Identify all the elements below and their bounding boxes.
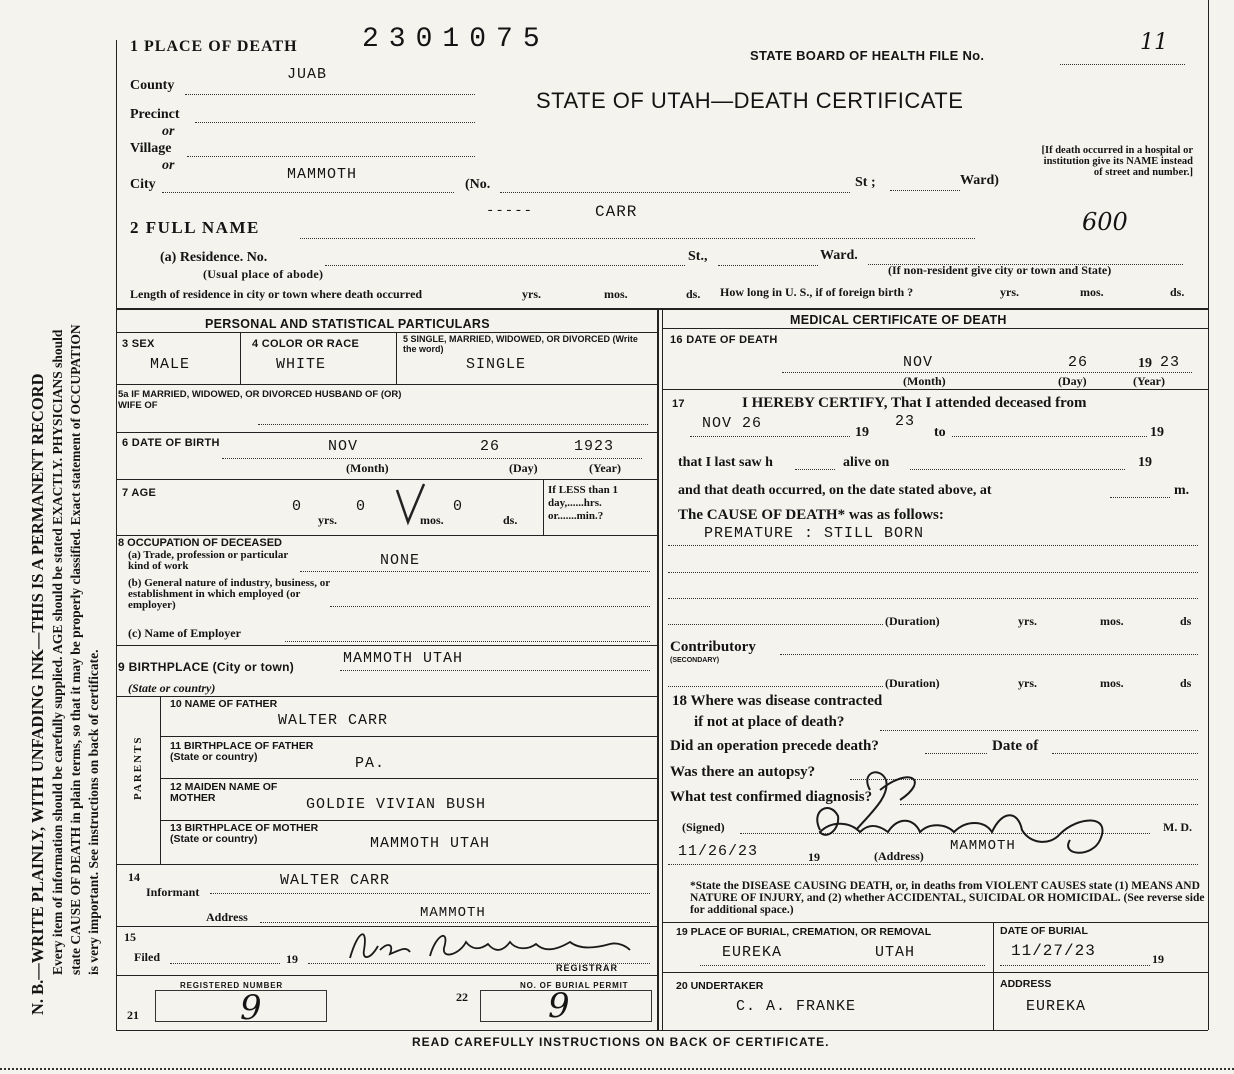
age-days: 0 — [453, 498, 464, 515]
birthplace-value: MAMMOTH UTAH — [343, 650, 464, 667]
signed-19: 19 — [808, 850, 820, 864]
father-birthplace-label: 11 BIRTHPLACE OF FATHER (State or country) — [170, 740, 314, 763]
occurred-label: and that death occurred, on the date stated above, at — [678, 483, 992, 498]
st-label: St ; — [855, 175, 876, 190]
birthplace-label: 9 BIRTHPLACE (City or town) — [118, 660, 295, 674]
ward-label: Ward) — [960, 173, 999, 188]
occupation-label: 8 OCCUPATION OF DECEASED — [118, 537, 282, 549]
duration-yrs-1: yrs. — [1018, 614, 1037, 628]
duration-label-1: (Duration) — [885, 614, 940, 628]
filed-19: 19 — [286, 952, 298, 966]
age-label: 7 AGE — [122, 487, 157, 499]
dod-19: 19 — [1138, 356, 1152, 371]
us-ds: ds. — [1170, 285, 1185, 299]
how-long-label: How long in U. S., if of foreign birth ? — [720, 285, 914, 299]
signed-label: (Signed) — [682, 820, 725, 834]
frame-right — [1208, 0, 1209, 1030]
duration-ds-1: ds — [1180, 614, 1192, 628]
dob-label: 6 DATE OF BIRTH — [122, 437, 220, 449]
checkmark-icon — [394, 480, 428, 526]
spouse-label: 5a IF MARRIED, WIDOWED, OR DIVORCED HUSBAND OF (OR) WIFE OF — [118, 389, 402, 411]
registrar-label: REGISTRAR — [556, 963, 619, 973]
dob-day-caption: (Day) — [509, 461, 538, 475]
ward-label-2: Ward. — [820, 248, 858, 263]
attended-from-19: 19 — [855, 425, 869, 440]
side-instructions-1: Every item of information should be carefully supplied. AGE should be stated EXACTLY. PHYSICIANS should — [50, 329, 65, 975]
res-yrs: yrs. — [522, 287, 541, 301]
operation-label: Did an operation precede death? — [670, 738, 879, 754]
age-months: 0 — [356, 498, 367, 515]
color-value: WHITE — [276, 356, 327, 373]
residence-label: (a) Residence. No. — [160, 250, 268, 265]
city-label: City — [130, 177, 156, 192]
undertaker-address-value: EUREKA — [1026, 998, 1087, 1015]
burial-place-value: EUREKA — [722, 944, 783, 961]
dod-year: 23 — [1160, 354, 1181, 371]
occupation-a-label: (a) Trade, profession or particular kind of work — [128, 549, 289, 572]
date-of-label: Date of — [992, 738, 1039, 754]
sex-value: MALE — [150, 356, 191, 373]
precinct-label: Precinct — [130, 107, 180, 122]
dob-month-caption: (Month) — [346, 461, 389, 475]
certificate-number: 2301075 — [362, 24, 550, 55]
dob-year-caption: (Year) — [589, 461, 621, 475]
sex-label: 3 SEX — [122, 338, 155, 350]
full-name-value: CARR — [595, 203, 638, 221]
informant-label: Informant — [146, 885, 200, 899]
age-yrs-caption: yrs. — [318, 513, 337, 527]
cause-value: PREMATURE : STILL BORN — [704, 525, 925, 542]
place-of-death-label: 1 PLACE OF DEATH — [130, 38, 298, 55]
employer-label: (c) Name of Employer — [128, 626, 241, 640]
us-mos: mos. — [1080, 285, 1104, 299]
res-mos: mos. — [604, 287, 628, 301]
hospital-note: [If death occurred in a hospital or institution give its NAME instead of street and number.] — [1041, 145, 1193, 178]
father-value: WALTER CARR — [278, 712, 389, 729]
test-label: What test confirmed diagnosis? — [670, 789, 873, 805]
filed-label: Filed — [134, 950, 160, 964]
dob-month: NOV — [328, 438, 359, 455]
city-value: MAMMOTH — [287, 166, 358, 183]
burial-place-label: 19 PLACE OF BURIAL, CREMATION, OR REMOVAL — [676, 926, 932, 938]
mother-birthplace-label: 13 BIRTHPLACE OF MOTHER (State or country) — [170, 822, 319, 845]
full-name-blank: ----- — [486, 203, 534, 219]
burial-date-label: DATE OF BURIAL — [1000, 925, 1088, 937]
informant-number: 14 — [128, 870, 140, 884]
attended-from-year: 23 — [895, 413, 916, 430]
county-label: County — [130, 78, 175, 93]
duration-mos-1: mos. — [1100, 614, 1124, 628]
age-ds-caption: ds. — [503, 513, 518, 527]
file-number: 11 — [1140, 30, 1168, 55]
residence-sub: (Usual place of abode) — [203, 267, 324, 281]
marital-label: 5 SINGLE, MARRIED, WIDOWED, OR DIVORCED (Write the word) — [403, 334, 638, 354]
dod-day-caption: (Day) — [1058, 374, 1087, 388]
color-label: 4 COLOR OR RACE — [252, 338, 360, 350]
informant-value: WALTER CARR — [280, 872, 391, 889]
certificate-title: STATE OF UTAH—DEATH CERTIFICATE — [536, 88, 964, 113]
address-value-md: MAMMOTH — [950, 838, 1016, 854]
or-2: or — [162, 158, 175, 173]
contributory-label: Contributory — [670, 639, 756, 655]
md-label: M. D. — [1163, 820, 1192, 834]
burial-19: 19 — [1152, 952, 1164, 966]
res-ds: ds. — [686, 287, 701, 301]
mother-birthplace-value: MAMMOTH UTAH — [370, 835, 491, 852]
us-yrs: yrs. — [1000, 285, 1019, 299]
alive-on-19: 19 — [1138, 455, 1152, 470]
dod-label: 16 DATE OF DEATH — [670, 334, 778, 346]
cause-footnote: *State the DISEASE CAUSING DEATH, or, in deaths from VIOLENT CAUSES state (1) MEANS AND NATURE OF INJURY, and (2) whether ACCIDENTAL, SUICIDAL OR HOMICIDAL. (See reverse side for additional space.) — [690, 880, 1205, 916]
full-name-label: 2 FULL NAME — [130, 218, 260, 237]
undertaker-address-label: ADDRESS — [1000, 978, 1052, 990]
autopsy-label: Was there an autopsy? — [670, 764, 816, 780]
to-label: to — [934, 425, 946, 440]
signed-date: 11/26/23 — [678, 843, 759, 860]
to-19: 19 — [1150, 425, 1164, 440]
informant-address-label: Address — [206, 910, 248, 924]
duration-label-2: (Duration) — [885, 676, 940, 690]
q18b-label: if not at place of death? — [694, 714, 845, 730]
dod-month: NOV — [903, 354, 934, 371]
marital-value: SINGLE — [466, 356, 527, 373]
nonresident-note: (If non-resident give city or town and State) — [888, 263, 1112, 277]
footer-instructions: READ CAREFULLY INSTRUCTIONS ON BACK OF CERTIFICATE. — [412, 1035, 830, 1049]
side-instructions-3: is very important. See instructions on back of certificate. — [86, 649, 101, 975]
frame-bottom — [116, 1030, 1208, 1031]
length-residence-label: Length of residence in city or town where death occurred — [130, 287, 423, 301]
age-mos-caption: mos. — [420, 513, 444, 527]
personal-section-title: PERSONAL AND STATISTICAL PARTICULARS — [205, 317, 490, 331]
side-warning: N. B.—WRITE PLAINLY, WITH UNFADING INK—THIS IS A PERMANENT RECORD — [28, 373, 47, 1015]
q18-label: 18 Where was disease contracted — [672, 693, 883, 709]
burial-date-value: 11/27/23 — [1011, 942, 1096, 960]
father-label: 10 NAME OF FATHER — [170, 698, 278, 710]
registered-number-value: 9 — [240, 988, 262, 1028]
address-label-md: (Address) — [874, 849, 924, 863]
board-label: STATE BOARD OF HEALTH FILE No. — [750, 48, 985, 63]
informant-address-value: MAMMOTH — [420, 905, 486, 921]
side-instructions-2: state CAUSE OF DEATH in plain terms, so that it may be properly classified. Exact statement of OCCUPATION — [68, 324, 83, 975]
undertaker-label: 20 UNDERTAKER — [676, 980, 764, 992]
county-value: JUAB — [287, 66, 328, 83]
birthplace-state-label: (State or country) — [128, 681, 216, 695]
dob-year: 1923 — [574, 438, 615, 455]
n21: 21 — [127, 1008, 139, 1022]
alive-on-label: alive on — [843, 455, 890, 470]
m-label: m. — [1174, 483, 1190, 498]
certify-label: I HEREBY CERTIFY, That I attended deceased from — [742, 395, 1087, 411]
or-1: or — [162, 124, 175, 139]
filed-number: 15 — [124, 930, 136, 944]
duration-ds-2: ds — [1180, 676, 1192, 690]
registered-number-label: REGISTERED NUMBER — [180, 981, 283, 990]
cause-label: The CAUSE OF DEATH* was as follows: — [678, 507, 944, 523]
parents-label: PARENTS — [132, 735, 144, 800]
mother-value: GOLDIE VIVIAN BUSH — [306, 796, 487, 813]
cert-17: 17 — [672, 398, 685, 410]
medical-section-title: MEDICAL CERTIFICATE OF DEATH — [790, 313, 1007, 327]
burial-permit-label: NO. OF BURIAL PERMIT — [520, 981, 629, 990]
mother-label: 12 MAIDEN NAME OF MOTHER — [170, 781, 278, 804]
undertaker-value: C. A. FRANKE — [736, 998, 857, 1015]
st-label-2: St., — [688, 249, 708, 264]
secondary-label: (SECONDARY) — [670, 657, 720, 664]
burial-permit-value: 9 — [548, 986, 570, 1026]
age-years: 0 — [292, 498, 303, 515]
n22: 22 — [456, 990, 468, 1004]
dod-day: 26 — [1068, 354, 1089, 371]
margin-number: 600 — [1082, 208, 1128, 236]
burial-state-value: UTAH — [875, 944, 916, 961]
last-saw-label: that I last saw h — [678, 455, 773, 470]
dod-month-caption: (Month) — [903, 374, 946, 388]
father-birthplace-value: PA. — [355, 755, 386, 772]
duration-mos-2: mos. — [1100, 676, 1124, 690]
dod-year-caption: (Year) — [1133, 374, 1165, 388]
duration-yrs-2: yrs. — [1018, 676, 1037, 690]
attended-from-date: NOV 26 — [702, 415, 763, 432]
village-label: Village — [130, 141, 172, 156]
less-than-label: If LESS than 1 day,......hrs. or.......min.? — [548, 484, 619, 522]
occupation-value: NONE — [380, 552, 421, 569]
occupation-b-label: (b) General nature of industry, business, or establishment in which employed (or employer) — [128, 577, 330, 611]
no-label: (No. — [465, 177, 491, 192]
dob-day: 26 — [480, 438, 501, 455]
